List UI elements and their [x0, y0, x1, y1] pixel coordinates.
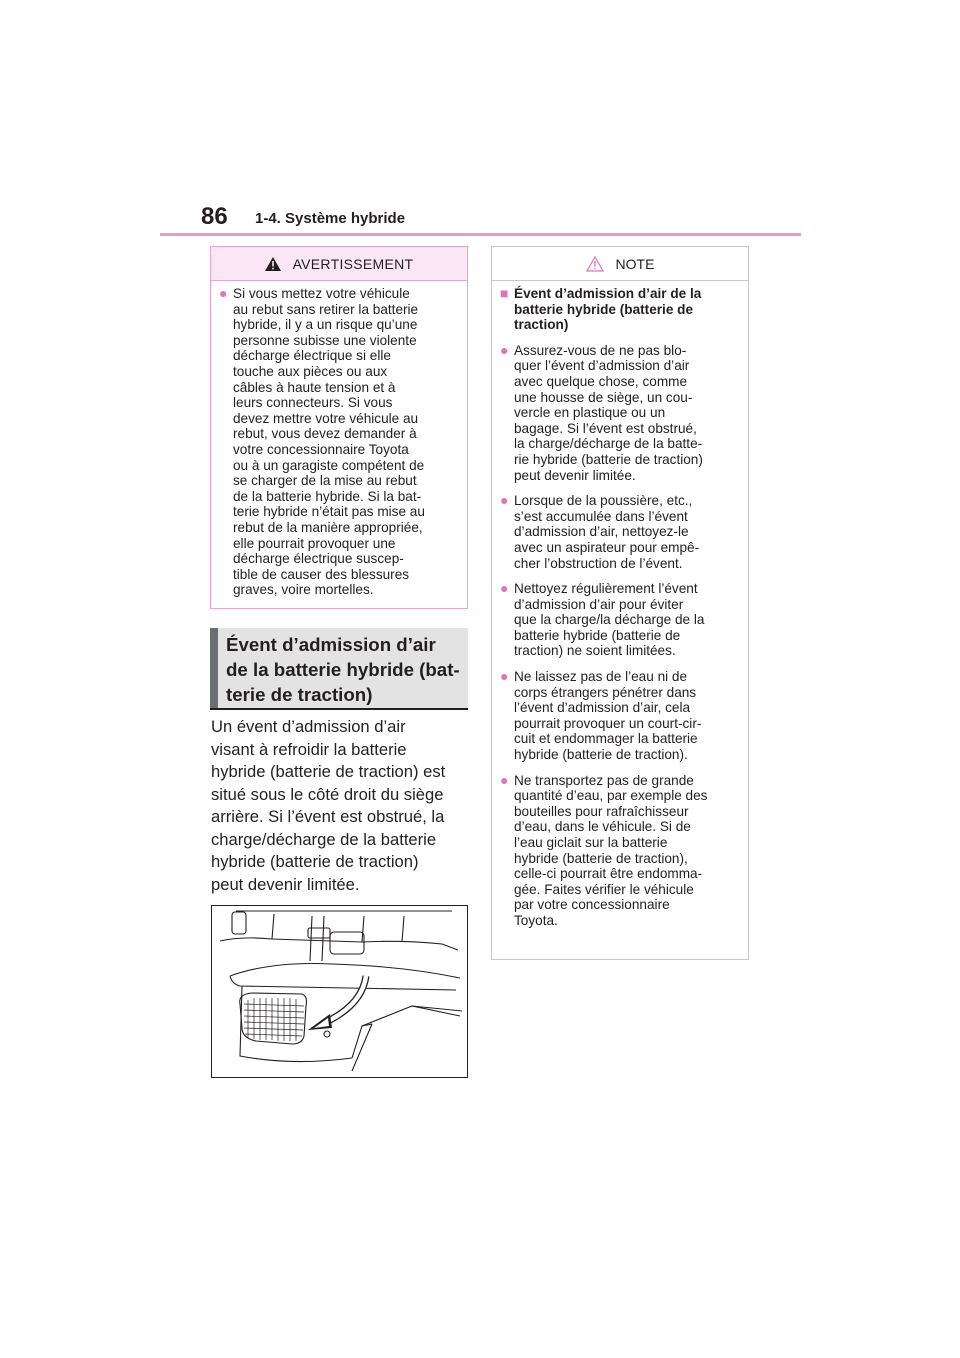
warning-line: hybride, il y a un risque qu’une	[233, 317, 418, 333]
note-line: vercle en plastique ou un	[514, 405, 666, 421]
warning-text	[233, 286, 425, 598]
bullet-dot-icon: ●	[500, 341, 509, 358]
note-line: avec quelque chose, comme	[514, 373, 688, 389]
page-header	[201, 202, 801, 234]
note-line: Toyota.	[514, 912, 558, 928]
warning-line: graves, voire mortelles.	[233, 582, 374, 598]
note-line: Nettoyez régulièrement l’évent	[514, 581, 698, 597]
body-line: hybride (batterie de traction)	[211, 852, 419, 871]
warning-line: de la batterie hybride. Si la bat-	[233, 488, 422, 504]
note-title: NOTE	[615, 255, 655, 272]
warning-line: décharge électrique suscep-	[233, 551, 404, 567]
warning-line: votre concessionnaire Toyota	[233, 441, 409, 457]
note-subtitle-line: traction)	[514, 317, 569, 333]
note-line: pourrait provoquer un court-cir-	[514, 715, 702, 731]
body-line: Un évent d’admission d’air	[211, 717, 406, 736]
note-line: bouteilles pour rafraîchisseur	[514, 803, 689, 819]
note-item-text	[514, 581, 704, 659]
note-line: Lorsque de la poussière, etc.,	[514, 493, 693, 509]
note-line: quantité d’eau, par exemple des	[514, 788, 708, 804]
bullet-dot-icon: ●	[500, 771, 509, 788]
heading-line: terie de traction)	[226, 684, 373, 705]
warning-title: AVERTISSEMENT	[292, 255, 414, 272]
note-item-text	[514, 669, 701, 763]
note-subtitle-text	[514, 286, 701, 333]
note-subtitle	[500, 286, 738, 333]
warning-line: rebut, vous devez demander à	[233, 426, 417, 442]
note-subtitle-line: Évent d’admission d’air de la	[514, 286, 702, 301]
body-line: peut devenir limitée.	[211, 874, 360, 894]
warning-line: touche aux pièces ou aux	[233, 363, 388, 379]
note-line: peut devenir limitée.	[514, 467, 636, 483]
page-number: 86	[201, 203, 228, 230]
note-line: que la charge/la décharge de la	[514, 612, 705, 628]
warning-line: décharge électrique si elle	[233, 348, 391, 364]
note-line: d’eau, dans le véhicule. Si de	[514, 819, 691, 835]
bullet-dot-icon: ●	[219, 285, 228, 301]
bullet-dot-icon: ●	[500, 580, 509, 597]
note-item	[500, 343, 738, 483]
caution-triangle-icon	[586, 256, 604, 272]
note-item	[500, 669, 738, 763]
note-line: celle-ci pourrait être endomma-	[514, 866, 703, 882]
note-line: Ne transportez pas de grande	[514, 772, 694, 788]
warning-line: se charger de la mise au rebut	[233, 473, 417, 489]
note-line: corps étrangers pénétrer dans	[514, 684, 697, 700]
warning-line: leurs connecteurs. Si vous	[233, 395, 393, 411]
note-line: avec un aspirateur pour empê-	[514, 539, 700, 555]
warning-line: elle pourrait provoquer une	[233, 535, 396, 551]
note-line: traction) ne soient limitées.	[514, 643, 676, 659]
header-rule	[160, 233, 801, 236]
note-item	[500, 581, 738, 659]
warning-triangle-icon	[265, 257, 281, 271]
note-item	[500, 493, 738, 571]
bullet-square-icon: ■	[500, 285, 509, 301]
warning-line: câbles à haute tension et à	[233, 379, 396, 395]
note-line: l’eau giclait sur la batterie	[514, 835, 668, 850]
note-line: cuit et endommager la batterie	[514, 731, 698, 747]
warning-line: rebut de la manière appropriée,	[233, 519, 423, 535]
warning-line: ou à un garagiste compétent de	[233, 457, 425, 473]
warning-box	[210, 246, 468, 609]
note-line: par votre concessionnaire	[514, 897, 670, 913]
note-line: d’admission d’air, nettoyez-le	[514, 524, 689, 540]
note-line: bagage. Si l’évent est obstrué,	[514, 420, 697, 436]
note-line: hybride (batterie de traction).	[514, 747, 688, 763]
note-line: cher l’obstruction de l’évent.	[514, 555, 683, 571]
note-line: hybride (batterie de traction),	[514, 850, 688, 866]
note-line: l’évent d’admission d’air, cela	[514, 700, 691, 716]
note-item-text	[514, 493, 699, 571]
body-paragraph	[211, 716, 467, 896]
note-line: Assurez-vous de ne pas blo-	[514, 342, 687, 358]
warning-line: au rebut sans retirer la batterie	[233, 301, 419, 317]
warning-header	[211, 247, 467, 281]
bullet-dot-icon: ●	[500, 492, 509, 509]
body-line: situé sous le côté droit du siège	[211, 784, 444, 804]
note-line: d’admission d’air pour éviter	[514, 596, 684, 612]
body-line: hybride (batterie de traction) est	[211, 762, 446, 781]
body-line: charge/décharge de la batterie	[211, 829, 437, 849]
warning-line: terie hybride n’était pas mise au	[233, 504, 425, 520]
body-line: arrière. Si l’évent est obstrué, la	[211, 807, 445, 826]
note-line: une housse de siège, un cou-	[514, 389, 693, 405]
heading-bar	[210, 628, 218, 708]
heading-text	[226, 632, 466, 707]
warning-line: tible de causer des blessures	[233, 566, 410, 582]
note-item	[500, 773, 738, 929]
section-heading	[210, 628, 468, 710]
note-box	[491, 246, 749, 960]
section-title: 1-4. Système hybride	[255, 210, 406, 227]
heading-line: Évent d’admission d’air	[226, 634, 436, 655]
note-header	[492, 247, 748, 281]
body-line: visant à refroidir la batterie	[211, 739, 407, 759]
rear-seat-illustration	[211, 905, 468, 1078]
warning-item	[219, 286, 459, 598]
warning-line: devez mettre votre véhicule au	[233, 410, 419, 426]
note-item-text	[514, 773, 707, 929]
bullet-dot-icon: ●	[500, 668, 509, 685]
warning-line: personne subisse une violente	[233, 332, 417, 348]
warning-line: Si vous mettez votre véhicule	[233, 286, 410, 301]
note-line: quer l’évent d’admission d’air	[514, 358, 690, 374]
note-item-text	[514, 343, 703, 483]
note-line: s’est accumulée dans l’évent	[514, 508, 688, 524]
note-line: batterie hybride (batterie de	[514, 627, 681, 643]
note-line: Ne laissez pas de l’eau ni de	[514, 669, 688, 685]
heading-line: de la batterie hybride (bat-	[226, 659, 460, 680]
note-subtitle-line: batterie hybride (batterie de	[514, 301, 694, 317]
note-line: gée. Faites vérifier le véhicule	[514, 881, 694, 897]
note-line: la charge/décharge de la batte-	[514, 436, 703, 452]
note-items	[500, 343, 738, 929]
note-line: rie hybride (batterie de traction)	[514, 451, 703, 467]
